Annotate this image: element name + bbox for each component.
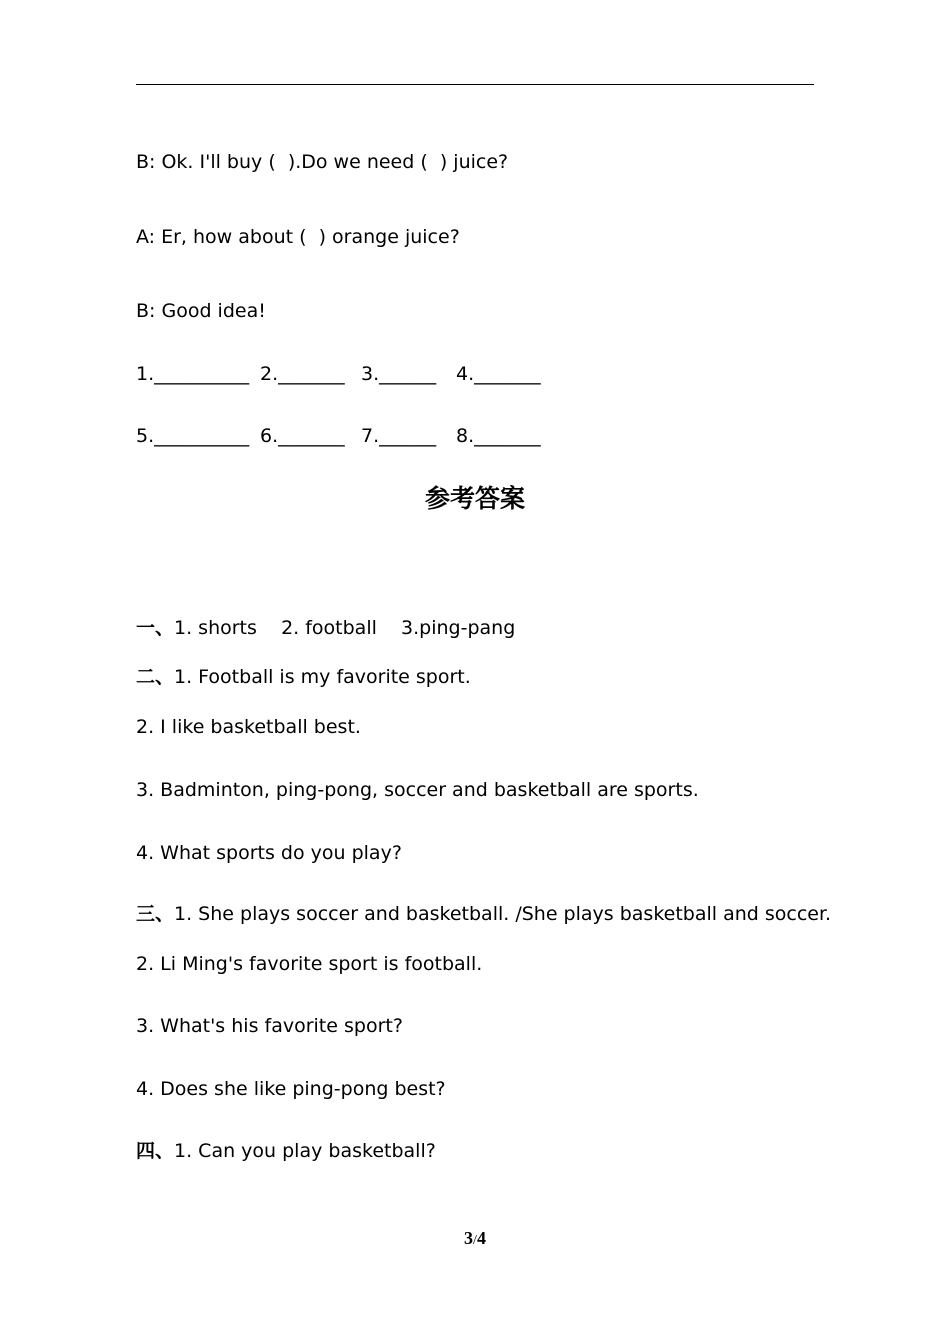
section-4-line-1: 1. Can you play basketball? — [174, 1140, 436, 1162]
total-pages: 4 — [476, 1228, 486, 1248]
section-3-line-2: 2. Li Ming's favorite sport is football. — [136, 953, 483, 975]
blank-1: 1.__________ — [136, 363, 250, 385]
dialogue-line-a1: A: Er, how about ( ) orange juice? — [136, 226, 460, 248]
answer-section-4 — [136, 1139, 436, 1163]
section-3-line-4: 4. Does she like ping-pong best? — [136, 1078, 446, 1100]
blank-2: 2._______ — [260, 363, 345, 385]
blank-8: 8._______ — [456, 425, 541, 447]
section-2-line-2: 2. I like basketball best. — [136, 716, 361, 738]
section-2-line-1: 1. Football is my favorite sport. — [174, 666, 471, 688]
section-2-line-3: 3. Badminton, ping-pong, soccer and basketball are sports. — [136, 779, 699, 801]
dialogue-line-b2: B: Good idea! — [136, 300, 266, 322]
section-3-number: 三、 — [136, 903, 175, 925]
page-separator: / — [473, 1233, 477, 1248]
section-2-number: 二、 — [136, 666, 175, 688]
section-2-line-4: 4. What sports do you play? — [136, 842, 402, 864]
section-3-line-1: 1. She plays soccer and basketball. /She plays basketball and soccer. — [174, 903, 832, 925]
blank-3: 3.______ — [361, 363, 437, 385]
header-rule — [136, 84, 814, 85]
answer-title: 参考答案 — [424, 484, 525, 513]
current-page: 3 — [464, 1228, 474, 1248]
section-1-number: 一、 — [136, 617, 175, 639]
blank-4: 4._______ — [456, 363, 541, 385]
blank-5: 5.__________ — [136, 425, 250, 447]
section-1-text: 1. shorts 2. football 3.ping-pang — [174, 617, 516, 639]
page-number — [0, 1228, 950, 1249]
section-4-number: 四、 — [136, 1140, 175, 1162]
answer-section-3 — [136, 902, 831, 926]
blank-6: 6._______ — [260, 425, 345, 447]
dialogue-line-b1: B: Ok. I'll buy ( ).Do we need ( ) juice? — [136, 151, 509, 173]
answer-section-1 — [136, 616, 515, 640]
section-3-line-3: 3. What's his favorite sport? — [136, 1015, 403, 1037]
blank-7: 7.______ — [361, 425, 437, 447]
answer-section-2 — [136, 665, 471, 689]
